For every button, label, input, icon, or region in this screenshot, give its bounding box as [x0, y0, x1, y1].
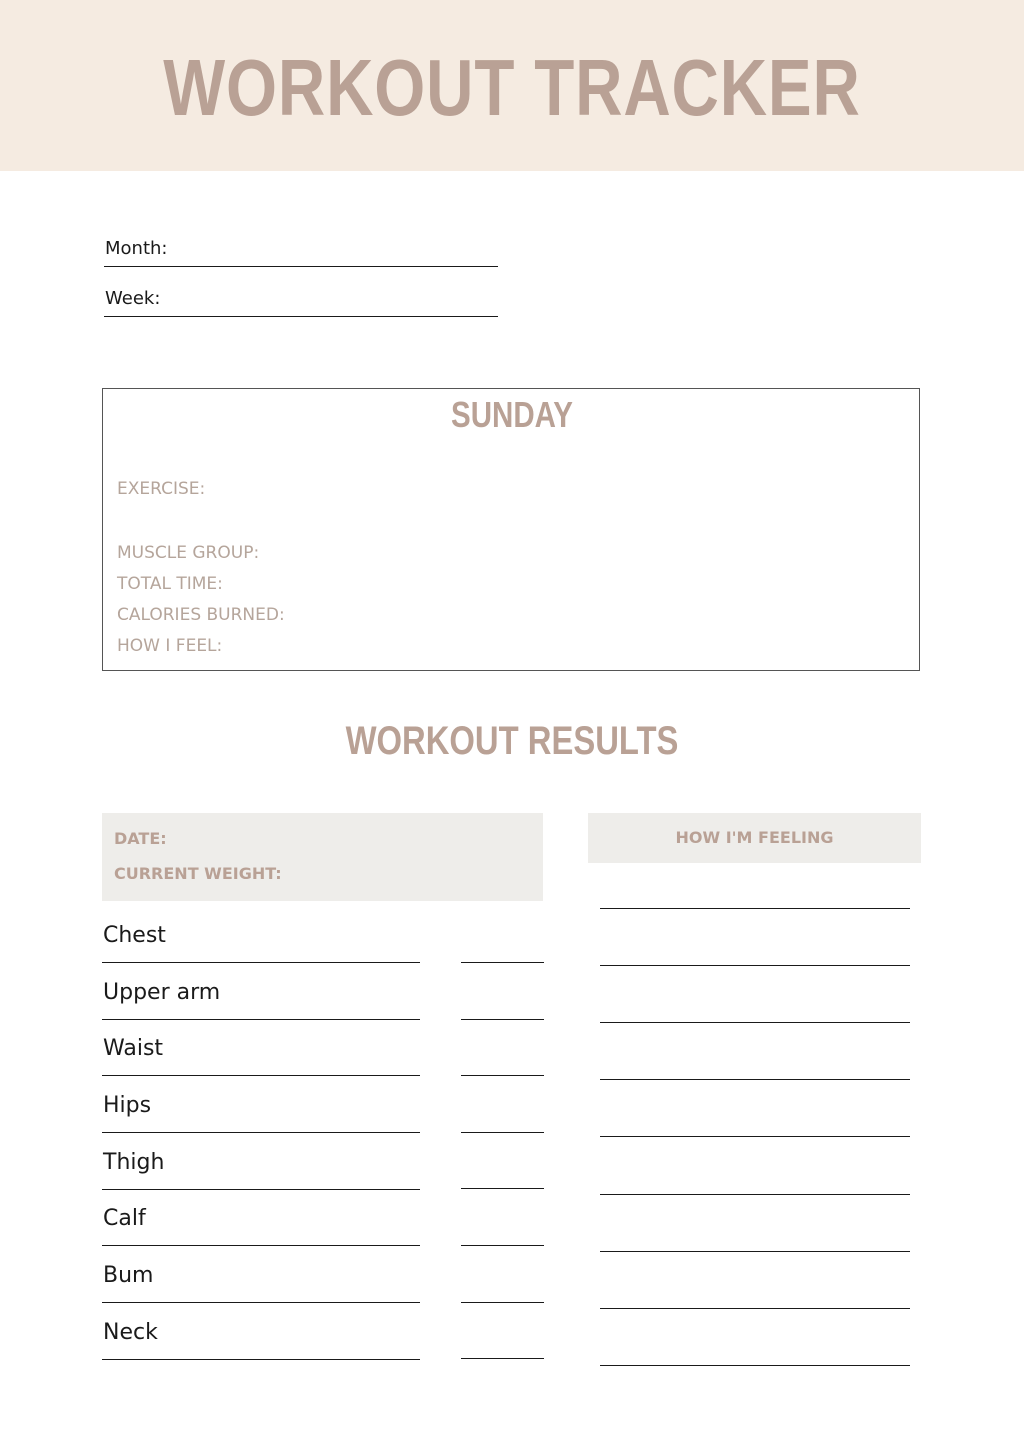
feeling-line[interactable] — [600, 1308, 910, 1309]
measurement-label: Thigh — [103, 1150, 165, 1175]
feeling-line[interactable] — [600, 1136, 910, 1137]
total-time-label: TOTAL TIME: — [117, 574, 223, 594]
measurement-row-upper-arm[interactable] — [102, 979, 420, 1020]
feeling-header: HOW I'M FEELING — [675, 828, 834, 847]
measurement-value-line[interactable] — [461, 1075, 544, 1076]
measurement-value-line[interactable] — [461, 1358, 544, 1359]
measurement-value-line[interactable] — [461, 1302, 544, 1303]
feeling-line[interactable] — [600, 1251, 910, 1252]
day-title: SUNDAY — [451, 394, 573, 435]
feeling-line[interactable] — [600, 908, 910, 909]
measurement-label: Chest — [103, 923, 166, 948]
week-field[interactable] — [104, 284, 498, 317]
feeling-line[interactable] — [600, 1022, 910, 1023]
measurement-row-neck[interactable] — [102, 1319, 420, 1360]
measurement-label: Bum — [103, 1263, 154, 1288]
page-title: WORKOUT TRACKER — [163, 43, 861, 132]
month-field[interactable] — [104, 234, 498, 267]
month-label: Month: — [105, 238, 168, 259]
measurement-row-chest[interactable] — [102, 922, 420, 963]
week-label: Week: — [105, 288, 161, 309]
measurement-row-bum[interactable] — [102, 1262, 420, 1303]
measurement-label: Hips — [103, 1093, 152, 1118]
feeling-line[interactable] — [600, 1365, 910, 1366]
measurement-label: Upper arm — [103, 980, 221, 1005]
measurement-label: Calf — [103, 1206, 146, 1231]
measurement-label: Waist — [103, 1036, 164, 1061]
exercise-label: EXERCISE: — [117, 479, 206, 499]
measurement-value-line[interactable] — [461, 1188, 544, 1189]
measurement-row-calf[interactable] — [102, 1205, 420, 1246]
date-weight-panel — [102, 813, 543, 901]
measurement-value-line[interactable] — [461, 1245, 544, 1246]
measurement-row-thigh[interactable] — [102, 1149, 420, 1190]
measurement-value-line[interactable] — [461, 1019, 544, 1020]
muscle-group-label: MUSCLE GROUP: — [117, 543, 260, 563]
feeling-line[interactable] — [600, 1194, 910, 1195]
feeling-header-panel — [588, 813, 921, 863]
measurement-value-line[interactable] — [461, 962, 544, 963]
date-label: DATE: — [114, 829, 167, 848]
results-title: WORKOUT RESULTS — [345, 719, 679, 763]
measurement-label: Neck — [103, 1320, 158, 1345]
calories-burned-label: CALORIES BURNED: — [117, 605, 285, 625]
measurement-row-hips[interactable] — [102, 1092, 420, 1133]
feeling-line[interactable] — [600, 965, 910, 966]
measurement-value-line[interactable] — [461, 1132, 544, 1133]
measurement-row-waist[interactable] — [102, 1035, 420, 1076]
how-i-feel-label: HOW I FEEL: — [117, 636, 223, 656]
feeling-line[interactable] — [600, 1079, 910, 1080]
current-weight-label: CURRENT WEIGHT: — [114, 864, 282, 883]
